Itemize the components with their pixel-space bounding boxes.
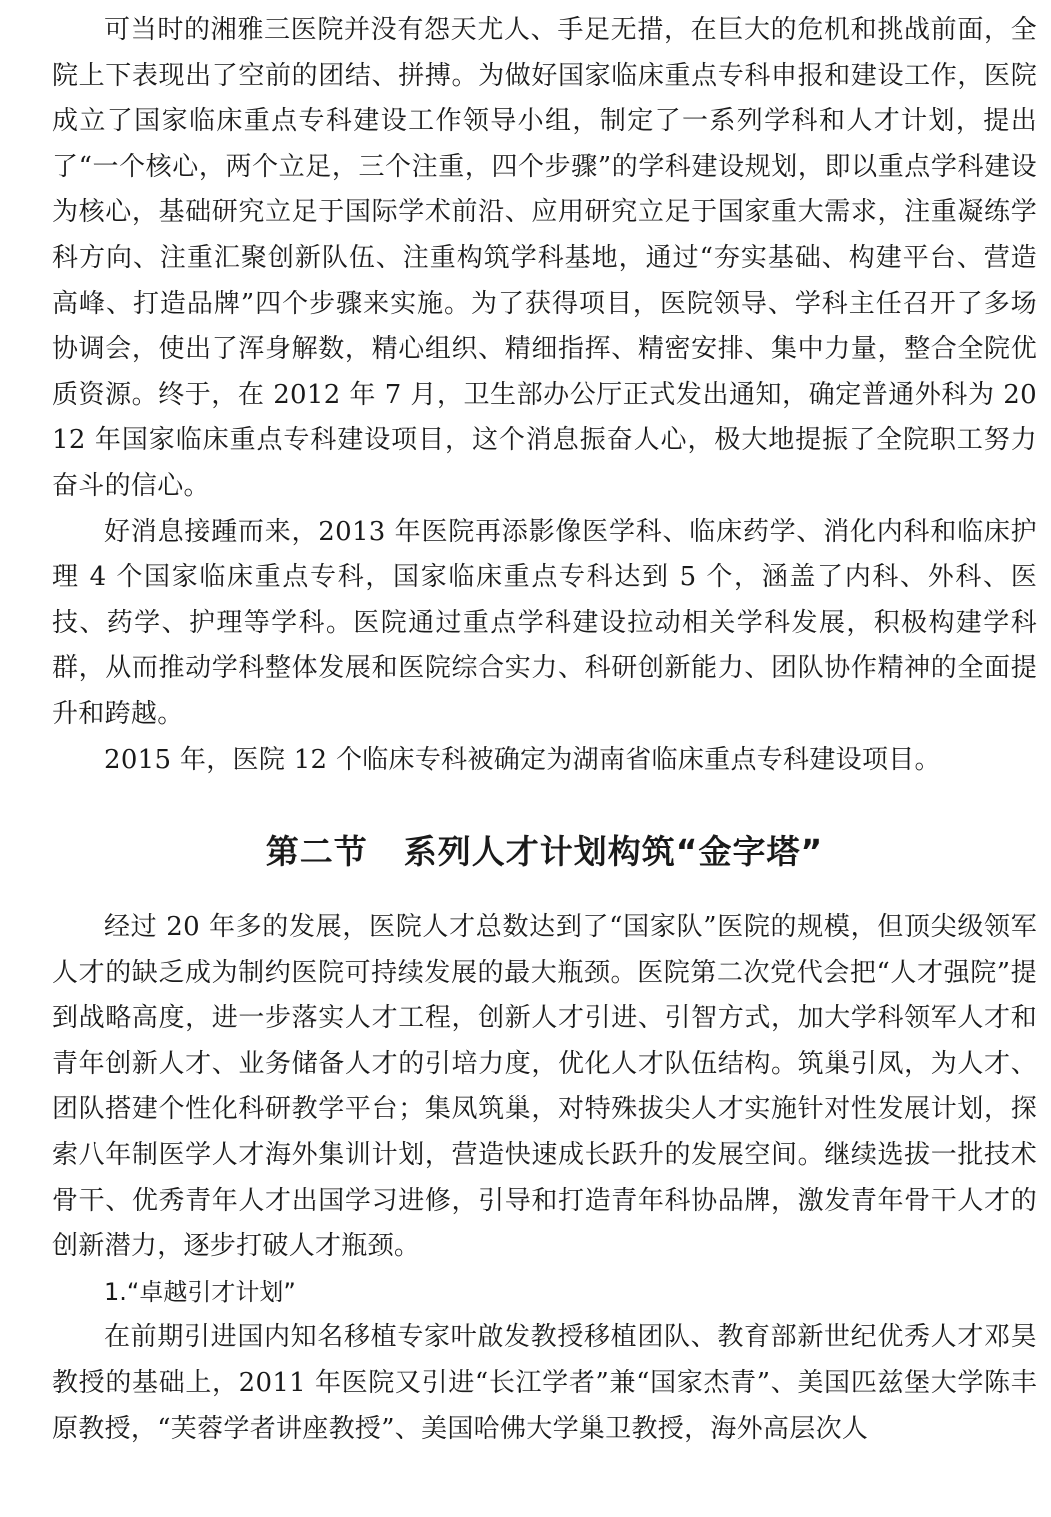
body-paragraph: 好消息接踵而来，2013 年医院再添影像医学科、临床药学、消化内科和临床护理 4 个国家临床重点专科，国家临床重点专科达到 5 个，涵盖了内科、外科、医技、药学、护理等学科。医院通过重点学科建设拉动相关学科发展，积极构建学科群，从而推动学科整体发展和医院综合实力、科研创新能力、团队协作精神的全面提升和跨越。 — [52, 516, 1037, 729]
subheading: 1.“卓越引才计划” — [104, 1277, 296, 1306]
body-paragraph: 可当时的湘雅三医院并没有怨天尤人、手足无措，在巨大的危机和挑战前面，全院上下表现出了空前的团结、拼搏。为做好国家临床重点专科申报和建设工作，医院成立了国家临床重点专科建设工作领导小组，制定了一系列学科和人才计划，提出了“一个核心，两个立足，三个注重，四个步骤”的学科建设规划，即以重点学科建设为核心，基础研究立足于国际学术前沿、应用研究立足于国家重大需求，注重凝练学科方向、注重汇聚创新队伍、注重构筑学科基地，通过“夯实基础、构建平台、营造高峰、打造品牌”四个步骤来实施。为了获得项目，医院领导、学科主任召开了多场协调会，使出了浑身解数，精心组织、精细指挥、精密安排、集中力量，整合全院优质资源。终于，在 2012 年 7 月，卫生部办公厅正式发出通知，确定普通外科为 2012 年国家临床重点专科建设项目，这个消息振奋人心，极大地提振了全院职工努力奋斗的信心。 — [52, 15, 1037, 501]
section-number: 第二节 — [265, 832, 368, 872]
document-page — [52, 8, 1037, 1452]
body-paragraph: 经过 20 年多的发展，医院人才总数达到了“国家队”医院的规模，但顶尖级领军人才的缺乏成为制约医院可持续发展的最大瓶颈。医院第二次党代会把“人才强院”提到战略高度，进一步落实人才工程，创新人才引进、引智方式，加大学科领军人才和青年创新人才、业务储备人才的引培力度，优化人才队伍结构。筑巢引凤，为人才、团队搭建个性化科研教学平台；集凤筑巢，对特殊拔尖人才实施针对性发展计划，探索八年制医学人才海外集训计划，营造快速成长跃升的发展空间。继续选拔一批技术骨干、优秀青年人才出国学习进修，引导和打造青年科协品牌，激发青年骨干人才的创新潜力，逐步打破人才瓶颈。 — [52, 912, 1037, 1262]
body-paragraph: 2015 年，医院 12 个临床专科被确定为湖南省临床重点专科建设项目。 — [104, 744, 941, 775]
body-paragraph: 在前期引进国内知名移植专家叶啟发教授移植团队、教育部新世纪优秀人才邓昊教授的基础上，2011 年医院又引进“长江学者”兼“国家杰青”、美国匹兹堡大学陈丰原教授，“芙蓉学者讲座教授”、美国哈佛大学巢卫教授，海外高层次人 — [52, 1322, 1037, 1444]
section-heading — [52, 829, 1037, 875]
section-title: 系列人才计划构筑“金字塔” — [403, 832, 824, 872]
